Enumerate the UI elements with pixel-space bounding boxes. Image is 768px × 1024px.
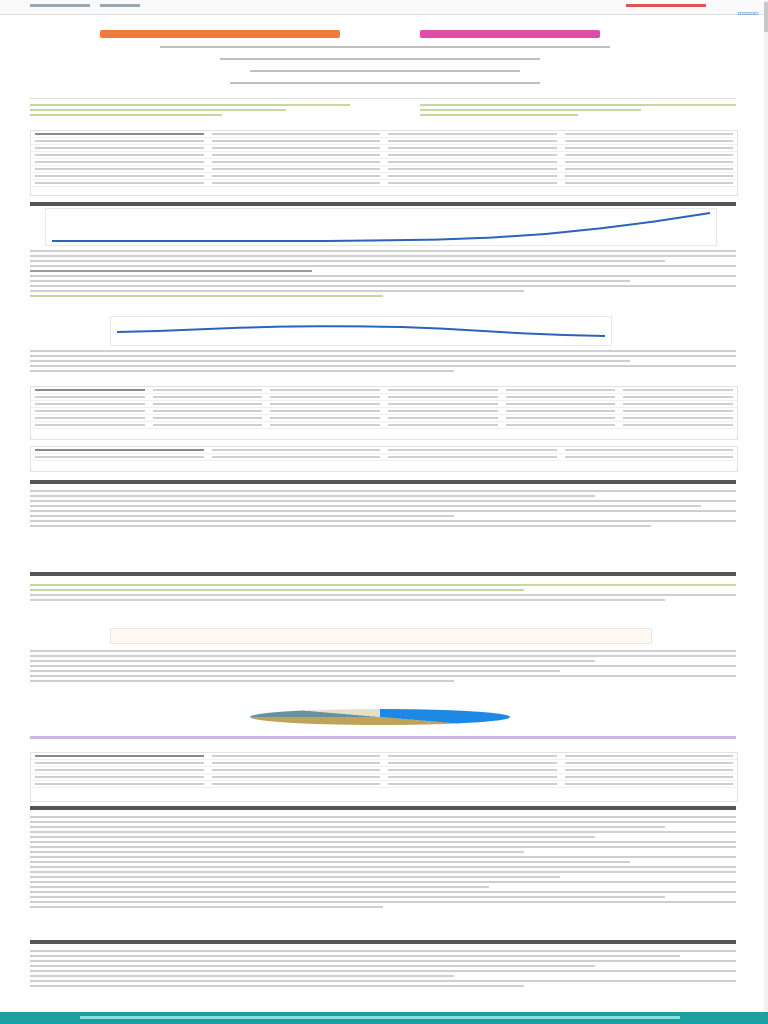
subtitle-line bbox=[160, 46, 610, 48]
divider bbox=[30, 98, 736, 99]
text-block bbox=[30, 104, 350, 119]
section-heading bbox=[30, 940, 736, 944]
scroll-thumb[interactable] bbox=[764, 2, 768, 32]
section-heading bbox=[30, 806, 736, 810]
nav-link-alert[interactable] bbox=[626, 4, 706, 7]
footer-bar bbox=[0, 1012, 768, 1024]
chart-panel bbox=[110, 628, 652, 644]
chart-panel bbox=[110, 316, 612, 346]
section-heading bbox=[30, 480, 736, 484]
text-block bbox=[30, 490, 736, 530]
brand-logo-left bbox=[100, 30, 340, 38]
text-block bbox=[30, 650, 736, 685]
pie-chart bbox=[160, 702, 600, 732]
text-block bbox=[30, 250, 736, 300]
brand-logo-right bbox=[420, 30, 600, 38]
nav-link[interactable] bbox=[30, 4, 90, 7]
data-table bbox=[30, 752, 738, 802]
curve-chart bbox=[111, 317, 611, 345]
pie-slices bbox=[250, 709, 510, 725]
chart-panel bbox=[45, 208, 717, 246]
data-table bbox=[30, 386, 738, 440]
cdf-chart bbox=[46, 209, 716, 245]
curve-series bbox=[117, 326, 605, 336]
cdf-series bbox=[52, 213, 710, 241]
page-scrollbar[interactable] bbox=[764, 0, 768, 1012]
text-block bbox=[30, 816, 736, 911]
text-block bbox=[30, 584, 736, 604]
subtitle-line bbox=[220, 58, 540, 60]
text-block bbox=[420, 104, 736, 119]
section-heading bbox=[30, 572, 736, 576]
footer-links[interactable] bbox=[80, 1016, 680, 1019]
section-heading bbox=[30, 202, 736, 206]
color-strip bbox=[30, 736, 736, 739]
selection-label[interactable]: ▫▫▫▫▫ bbox=[737, 10, 758, 17]
text-block bbox=[30, 350, 736, 375]
data-table bbox=[30, 446, 738, 472]
series-line bbox=[52, 213, 710, 241]
subtitle-line bbox=[230, 82, 540, 84]
chart-panel bbox=[160, 702, 600, 732]
subtitle-line bbox=[250, 70, 520, 72]
data-table bbox=[30, 130, 738, 196]
text-block bbox=[30, 950, 736, 990]
top-bar bbox=[0, 0, 768, 15]
series-line bbox=[117, 326, 605, 336]
nav-link[interactable] bbox=[100, 4, 140, 7]
